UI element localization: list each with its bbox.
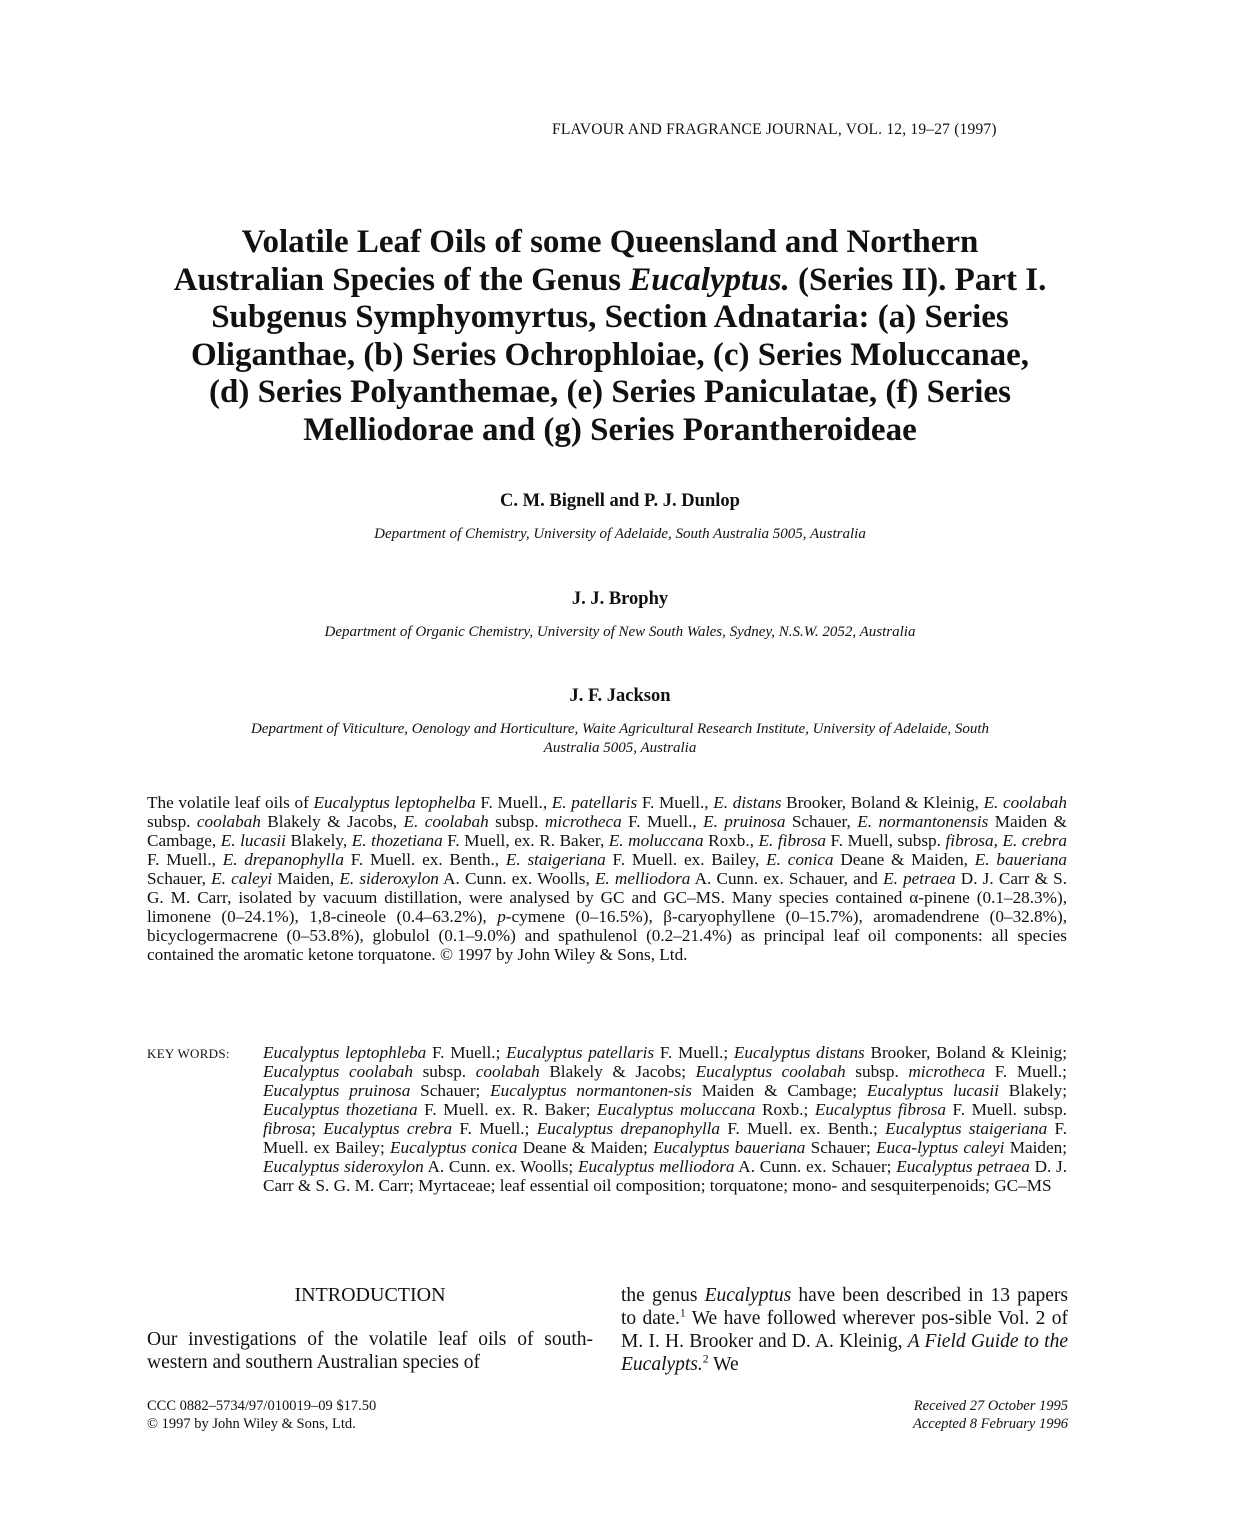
text-fragment: Brooker, Boland & Kleinig; [864,1043,1067,1062]
footer-right [820,1397,1068,1433]
article-title [110,224,1110,449]
text-fragment: Blakely; [998,1081,1067,1100]
italic-text: E. distans [713,793,782,812]
text-fragment: A. Cunn. ex. Woolls, [438,869,595,888]
text-fragment: Maiden, [272,869,340,888]
italic-text: Eucalyptus normantonen-sis [490,1081,692,1100]
text-fragment: Blakely & Jacobs; [539,1062,696,1081]
title-line-2 [110,262,1110,300]
text-fragment: the genus [621,1285,705,1306]
text-fragment: have been described in 13 papers to date. [621,1285,1068,1329]
italic-text: Eucalyptus [704,1285,792,1306]
text-fragment: F. Muell.; [426,1043,507,1062]
italic-text: E. conica [766,850,834,869]
italic-text: Eucalyptus leptophleba [263,1043,427,1062]
italic-text: Eucalyptus petraea [896,1157,1030,1176]
affiliation-3-line-2: Australia 5005, Australia [543,740,697,756]
text-fragment: Brooker, Boland & Kleinig, [781,793,984,812]
text-fragment: F. Muell. ex Bailey; [263,1119,1068,1157]
author-names-2: J. J. Brophy [571,589,669,609]
italic-text: E. coolabah [403,812,489,831]
section-heading-introduction: INTRODUCTION [294,1284,446,1306]
italic-text: E. sideroxylon [339,869,439,888]
text-fragment: We [708,1354,739,1375]
italic-text: A Field Guide to the Eucalypts. [621,1331,1068,1375]
text-fragment: F. Muell.; [654,1043,734,1062]
received-date: Received 27 October 1995 [913,1398,1068,1414]
italic-text: Eucalyptus conica [390,1138,518,1157]
title-line-2-series: (Series II). Part I. [789,261,1047,298]
text-fragment: The volatile leaf oils of [147,793,314,812]
text-fragment: subsp. [488,812,545,831]
italic-text: E. pruinosa [703,812,786,831]
italic-text: Euca-lyptus caleyi [876,1138,1005,1157]
title-line-1: Volatile Leaf Oils of some Queensland and Northern [241,224,979,260]
title-line-6: Melliodorae and (g) Series Porantheroideae [303,411,917,448]
italic-text: E. melliodora [594,869,691,888]
italic-text: Eucalyptus coolabah [695,1062,846,1081]
text-fragment: Schauer; [410,1081,491,1100]
copyright-notice: © 1997 by John Wiley & Sons, Ltd. [147,1416,356,1432]
text-fragment: F. Muell.; [452,1119,537,1138]
author-affiliation-2: Department of Organic Chemistry, University of New South Wales, Sydney, N.S.W. 2052, Australia [324,624,916,640]
text-fragment: D. J. Carr & S. G. M. Carr, isolated by vacuum distillation, were analysed by GC and GC–MS. Many species contained α-pinene (0.1–28.3%), limonene (0–24.1%), 1,8-cineole (0.4–63.2%), [147,869,1067,926]
text-fragment: We have followed wherever pos-sible Vol. 2 of M. I. H. Brooker and D. A. Kleinig, [621,1308,1068,1352]
italic-text: microtheca [908,1062,986,1081]
citation-2: 2 [702,1352,709,1366]
text-fragment: Schauer, [785,812,858,831]
title-line-3: Subgenus Symphyomyrtus, Section Adnataria: (a) Series [211,299,1009,335]
italic-text: E. thozetiana [351,831,443,850]
affiliation-3-line-1: Department of Viticulture, Oenology and Horticulture, Waite Agricultural Research Institute, University of Adelaide, South [250,721,990,737]
italic-text: microtheca [545,812,622,831]
text-fragment: ; [311,1119,324,1138]
italic-text: Eucalyptus patellaris [506,1043,655,1062]
text-fragment: F. Muell. ex. Bailey, [605,850,767,869]
text-fragment: D. J. Carr & S. G. M. Carr; Myrtaceae; leaf essential oil composition; torquatone; mono- and sesquiterpenoids; GC–MS [263,1157,1068,1195]
text-fragment: -cymene (0–16.5%), β-caryophyllene (0–15.7%), aromadendrene (0–32.8%), bicyclogermacrene (0–53.8%), globulol (0.1–9.0%) and spathulenol (0.2–21.4%) as principal leaf oil components: all species contained the aromatic ketone torquatone. © 1997 by John Wiley & Sons, Ltd. [147,907,1067,964]
author-names-1: C. M. Bignell and P. J. Dunlop [500,491,740,511]
italic-text: E. staigeriana [505,850,606,869]
italic-text: E. moluccana [608,831,704,850]
footer-left [147,1397,376,1433]
text-fragment: F. Muell.; [985,1062,1067,1081]
text-fragment: F. Muell. subsp. [945,1100,1067,1119]
text-fragment: F. Muell. ex. Benth., [343,850,506,869]
text-fragment: A. Cunn. ex. Schauer; [734,1157,897,1176]
author-names-3: J. F. Jackson [569,686,671,706]
italic-text: E. petraea [883,869,956,888]
text-fragment: Roxb., [703,831,759,850]
text-fragment: subsp. [147,812,197,831]
author-affiliation-3 [150,720,1090,758]
italic-text: E. normantonensis [857,812,989,831]
italic-text: E. lucasii [220,831,286,850]
title-genus: Eucalyptus. [629,261,790,298]
text-fragment: Roxb.; [755,1100,815,1119]
text-fragment: F. Muell, subsp. [825,831,946,850]
italic-text: Eucalyptus sideroxylon [263,1157,424,1176]
keywords-label: KEY WORDS: [147,1046,230,1061]
italic-text: E. fibrosa [758,831,826,850]
text-fragment: Maiden & Cambage; [691,1081,867,1100]
text-fragment: F. Muell, ex. R. Baker, [442,831,609,850]
italic-text: coolabah [475,1062,540,1081]
text-fragment: F. Muell., [147,850,223,869]
ccc-code: CCC 0882–5734/97/010019–09 $17.50 [147,1398,377,1414]
italic-text: E. caleyi [211,869,273,888]
italic-text: Eucalyptus coolabah [263,1062,413,1081]
text-fragment: F. Muell., [621,812,704,831]
text-fragment: Maiden; [1004,1138,1068,1157]
italic-text: Eucalyptus distans [733,1043,865,1062]
italic-text: Eucalyptus moluccana [597,1100,756,1119]
italic-text: coolabah [196,812,261,831]
text-fragment: F. Muell. ex. R. Baker; [417,1100,598,1119]
title-line-4: Oliganthae, (b) Series Ochrophloiae, (c) Series Moluccanae, [190,336,1030,373]
italic-text: fibrosa, E. crebra [945,831,1067,850]
author-affiliation-1: Department of Chemistry, University of Adelaide, South Australia 5005, Australia [374,526,866,542]
introduction-text-right [621,1284,1068,1376]
italic-text: Eucalyptus staigeriana [885,1119,1048,1138]
text-fragment: Blakely & Jacobs, [260,812,404,831]
text-fragment: Blakely, [285,831,352,850]
italic-text: Eucalyptus crebra [323,1119,453,1138]
italic-text: Eucalyptus leptophelba [313,793,476,812]
text-fragment: F. Muell. ex. Benth.; [720,1119,886,1138]
text-fragment: A. Cunn. ex. Schauer, and [690,869,884,888]
italic-text: E. baueriana [974,850,1068,869]
italic-text: Eucalyptus lucasii [866,1081,999,1100]
text-fragment: Schauer, [147,869,212,888]
keywords-list [263,1043,1067,1195]
italic-text: p [497,907,506,926]
italic-text: E. patellaris [551,793,638,812]
italic-text: Eucalyptus thozetiana [263,1100,418,1119]
journal-header: FLAVOUR AND FRAGRANCE JOURNAL, VOL. 12, 19–27 (1997) [552,121,997,138]
abstract [147,793,1067,964]
italic-text: Eucalyptus melliodora [577,1157,735,1176]
text-fragment: Schauer; [805,1138,877,1157]
text-fragment: subsp. [412,1062,476,1081]
italic-text: Eucalyptus drepanophylla [536,1119,721,1138]
title-line-2-text: Australian Species of the Genus [173,261,630,298]
accepted-date: Accepted 8 February 1996 [912,1416,1068,1432]
citation-1: 1 [679,1306,686,1320]
text-fragment: Deane & Maiden, [833,850,975,869]
title-line-5: (d) Series Polyanthemae, (e) Series Paniculatae, (f) Series [209,374,1011,410]
text-fragment: F. Muell., [637,793,714,812]
italic-text: Eucalyptus pruinosa [263,1081,411,1100]
italic-text: Eucalyptus baueriana [653,1138,806,1157]
text-fragment: subsp. [845,1062,909,1081]
text-fragment: A. Cunn. ex. Woolls; [423,1157,578,1176]
text-fragment: Deane & Maiden; [517,1138,654,1157]
italic-text: fibrosa [263,1119,312,1138]
italic-text: E. coolabah [983,793,1067,812]
text-fragment: F. Muell., [475,793,552,812]
introduction-text-left: Our investigations of the volatile leaf oils of south-western and southern Australian species of [147,1329,593,1373]
italic-text: Eucalyptus fibrosa [814,1100,946,1119]
italic-text: E. drepanophylla [222,850,344,869]
text-fragment: Maiden & Cambage, [147,812,1067,850]
